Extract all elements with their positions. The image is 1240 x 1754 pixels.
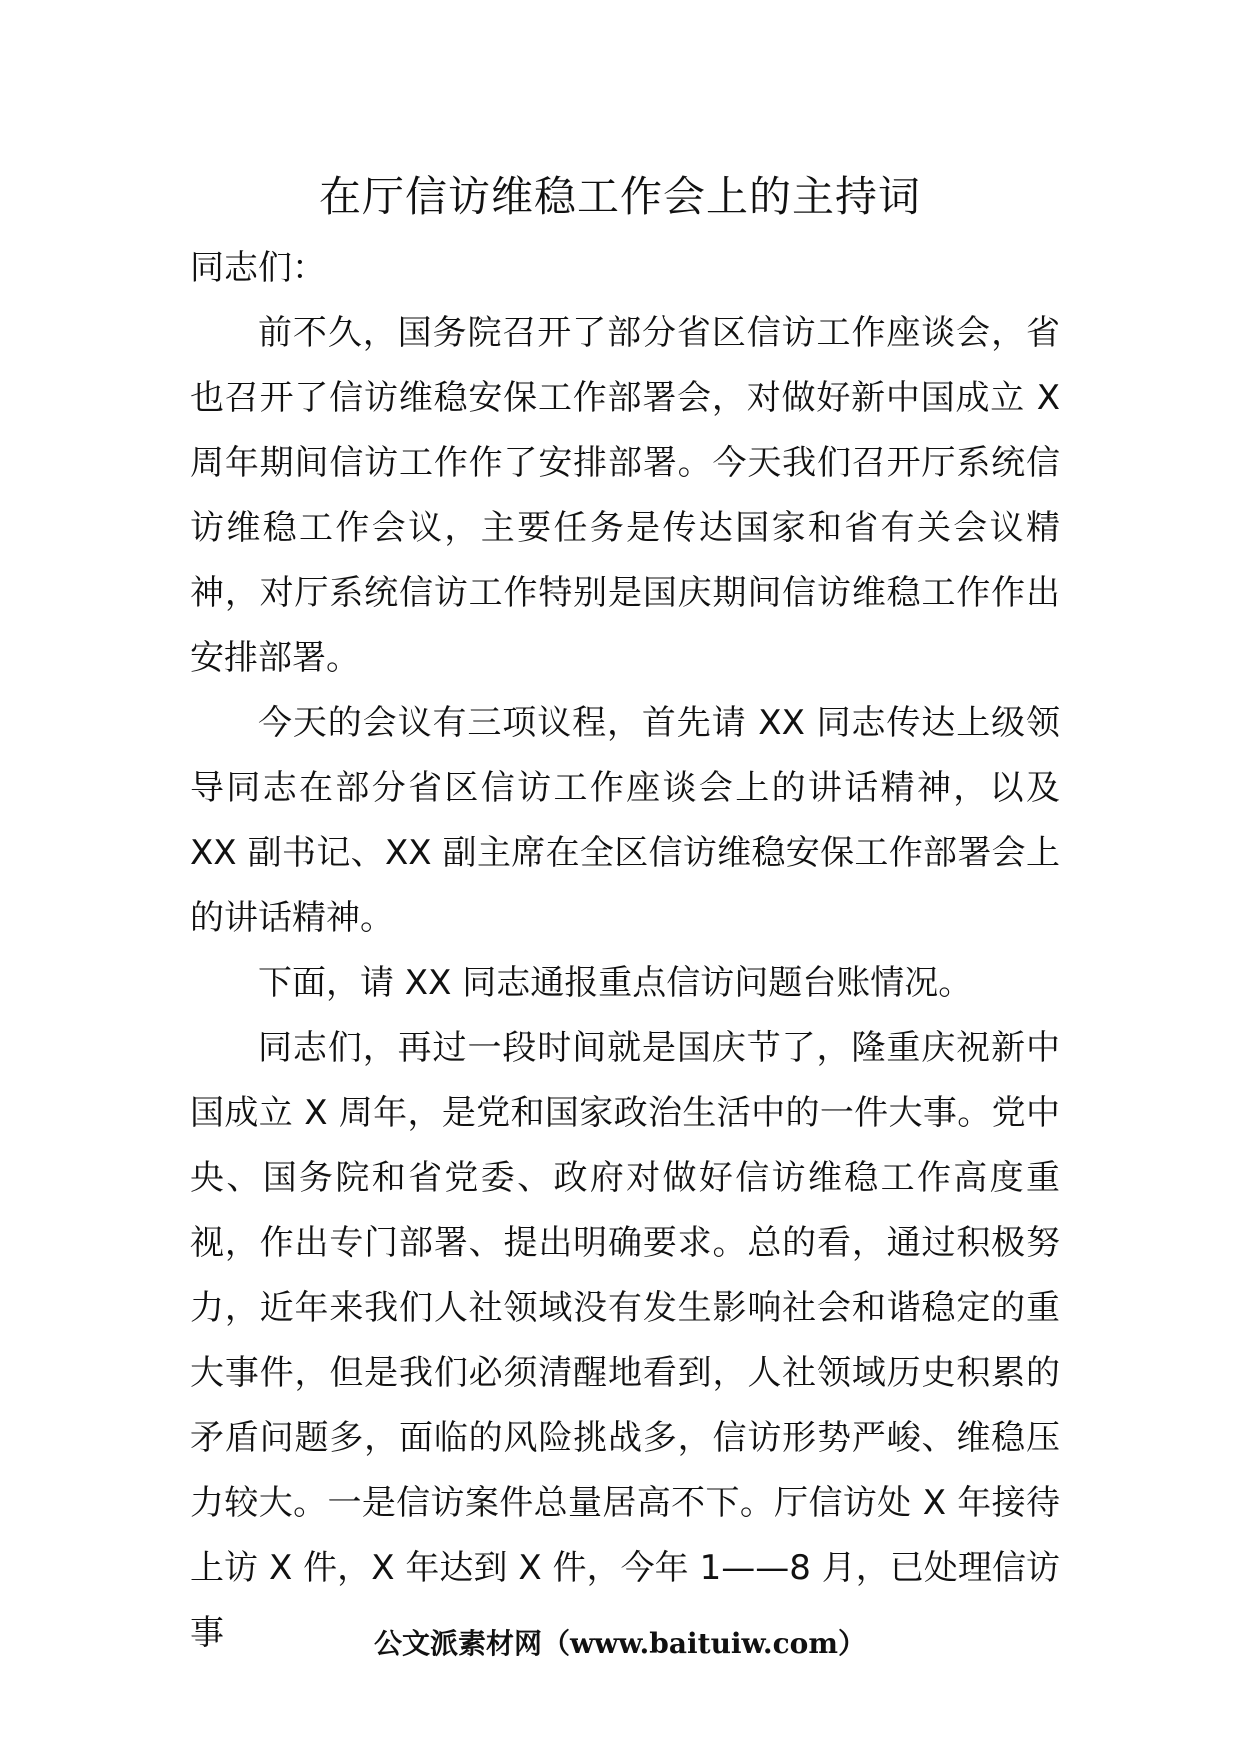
document-title: 在厅信访维稳工作会上的主持词 [318, 172, 921, 221]
paragraph-3: 下面，请 XX 同志通报重点信访问题台账情况。 [258, 963, 973, 1003]
paragraph-4: 同志们，再过一段时间就是国庆节了，隆重庆祝新中国成立 X 周年，是党和国家政治生活中的一件大事。党中央、国务院和省党委、政府对做好信访维稳工作高度重视，作出专门部署、提出明确要求。总的看，通过积极努力，近年来我们人社领域没有发生影响社会和谐稳定的重大事件，但是我们必须清醒地看到，人社领域历史积累的矛盾问题多，面临的风险挑战多，信访形势严峻、维稳压力较大。一是信访案件总量居高不下。厅信访处 X 年接待上访 X 件，X 年达到 X 件，今年 1——8 月，已处理信访事 [190, 1028, 1060, 1653]
footer-source-text: 公文派素材网（www.baituiw.com） [374, 1627, 866, 1660]
salutation: 同志们： [190, 248, 326, 288]
paragraph-1: 前不久，国务院召开了部分省区信访工作座谈会，省也召开了信访维稳安保工作部署会，对做好新中国成立 X 周年期间信访工作作了安排部署。今天我们召开厅系统信访维稳工作会议，主要任务是传达国家和省有关会议精神，对厅系统信访工作特别是国庆期间信访维稳工作作出安排部署。 [190, 313, 1060, 678]
paragraph-2: 今天的会议有三项议程，首先请 XX 同志传达上级领导同志在部分省区信访工作座谈会上的讲话精神，以及 XX 副书记、XX 副主席在全区信访维稳安保工作部署会上的讲话精神。 [190, 703, 1060, 938]
document-body [190, 236, 1060, 1666]
